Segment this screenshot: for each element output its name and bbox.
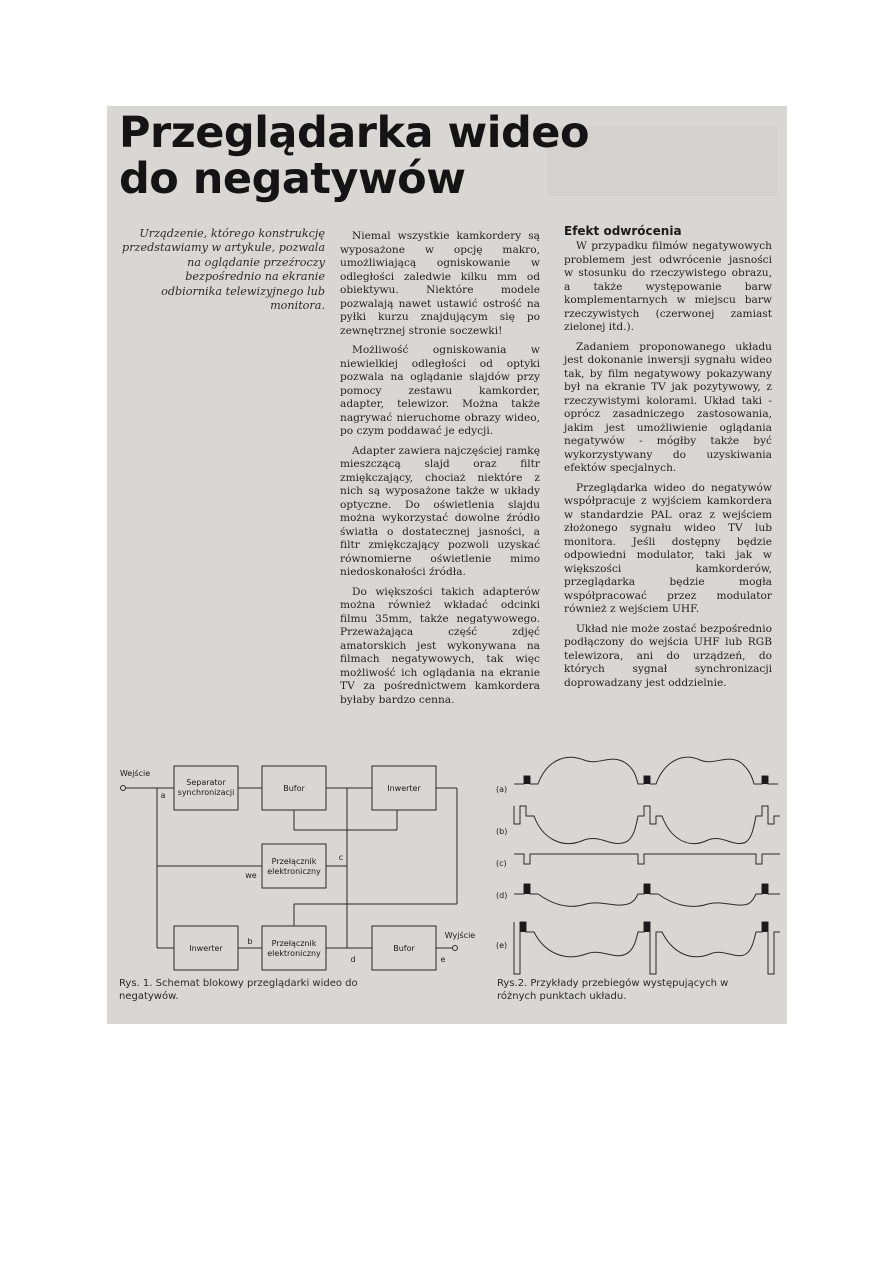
node-c-label: c: [338, 853, 344, 862]
sync-pulse-d3: [762, 884, 768, 894]
node-d-label: d: [350, 955, 356, 964]
switch2-block: [262, 926, 326, 970]
switch1-block: [262, 844, 326, 888]
switch1-label-2: elektroniczny: [267, 867, 321, 876]
sync-pulse-e2: [644, 922, 650, 932]
input-label: Wejście: [119, 769, 151, 778]
input-terminal: [121, 786, 126, 791]
sync-pulse-e1: [520, 922, 526, 932]
figure1-caption: Rys. 1. Schemat blokowy przeglądarki wideo do negatywów.: [119, 978, 358, 1002]
waveform-label-d: (d): [496, 891, 508, 900]
article-title: [119, 110, 589, 202]
output-label: Wyjście: [444, 931, 476, 940]
paragraph: Niemal wszystkie kamkordery są wyposażone w opcję makro, umożliwiającą ogniskowanie w odległości zaledwie kilku mm od obiektywu. Niektóre modele pozwalają nawet ustawić ostrość na pyłki kurzu znajdującym się po zewnętrznej stronie soczewki!: [340, 230, 540, 337]
bufor-bottom-label: Bufor: [393, 944, 415, 953]
inwerter-bottom-label: Inwerter: [189, 944, 223, 953]
waveform-label-e: (e): [496, 941, 508, 950]
figure2-caption: Rys.2. Przykłady przebiegów występujących w różnych punktach układu.: [497, 978, 729, 1002]
text-column-right: [564, 240, 772, 696]
switch2-label-2: elektroniczny: [267, 949, 321, 958]
paragraph: Przeglądarka wideo do negatywów współpracuje z wyjściem kamkordera w standardzie PAL oraz z wejściem złożonego sygnału wideo TV lub monitora. Jeśli dostępny będzie odpowiedni modulator, taki jak w większości kamkorderów, przeglądarka będzie mogła współpracować przez modulator również z wejściem UHF.: [564, 481, 772, 615]
scanned-page: [107, 106, 787, 1024]
paragraph: Adapter zawiera najczęściej ramkę mieszczącą slajd oraz filtr zmiękczający, chociaż niektóre z nich są wyposażone także w układy optyczne. Do oświetlenia slajdu można wykorzystać dowolne źródło światła o dostatecznej jasności, a filtr zmiękczający pozwoli uzyskać równomierne oświetlenie mimo niedoskonałości źródła.: [340, 444, 540, 578]
paragraph: Do większości takich adapterów można również wkładać odcinki filmu 35mm, także negatywowego. Przeważająca część zdjęć amatorskich jest wykonywana na filmach negatywowych, tak więc możliwość ich oglądania na ekranie TV za pośrednictwem kamkordera byłaby bardzo cenna.: [340, 585, 540, 706]
article-lead: Urządzenie, którego konstrukcję przedstawiamy w artykule, pozwala na oglądanie przeźroczy bezpośrednio na ekranie odbiornika telewizyjnego lub monitora.: [122, 227, 325, 313]
waveform-c: [514, 854, 780, 864]
waveform-b: [514, 806, 780, 844]
waveform-label-b: (b): [496, 827, 508, 836]
paragraph: W przypadku filmów negatywowych problemem jest odwrócenie jasności w stosunku do rzeczywistego obrazu, a także występowanie barw komplementarnych w miejscu barw rzeczywistych (czerwonej zamiast zielonej itd.).: [564, 240, 772, 333]
separator-label-2: synchronizacji: [177, 788, 235, 797]
waveform-label-a: (a): [496, 785, 508, 794]
separator-label-1: Separator: [186, 778, 226, 787]
text-column-middle: [340, 230, 540, 713]
node-a-label: a: [160, 791, 166, 800]
node-e-label: e: [440, 955, 446, 964]
inwerter-top-label: Inwerter: [387, 784, 421, 793]
title-line-1: Przeglądarka wideo: [119, 108, 589, 158]
section-heading: Efekt odwrócenia: [564, 224, 682, 238]
paragraph: Układ nie może zostać bezpośrednio podłączony do wejścia UHF lub RGB telewizora, ani do urządzeń, do których sygnał synchronizacji doprowadzany jest oddzielnie.: [564, 622, 772, 689]
sync-pulse-e3: [762, 922, 768, 932]
sync-pulse-d1: [524, 884, 530, 894]
sync-pulse-a3: [762, 776, 768, 784]
sync-pulse-a2: [644, 776, 650, 784]
waveform-label-c: (c): [496, 859, 507, 868]
output-terminal: [453, 946, 458, 951]
switch2-label-1: Przełącznik: [271, 939, 317, 948]
sync-pulse-a1: [524, 776, 530, 784]
switch1-label-1: Przełącznik: [271, 857, 317, 866]
block-diagram-figure: [117, 754, 476, 984]
paragraph: Możliwość ogniskowania w niewielkiej odległości od optyki pozwala na oglądanie slajdów przy pomocy zestawu kamkorder, adapter, telewizor. Można także nagrywać nieruchome obrazy wideo, po czym poddawać je edycji.: [340, 344, 540, 437]
sync-pulse-d2: [644, 884, 650, 894]
node-we-label: we: [245, 871, 257, 880]
title-line-2: do negatywów: [119, 154, 466, 204]
waveform-figure: [494, 754, 784, 984]
node-b-label: b: [247, 937, 253, 946]
bufor-top-label: Bufor: [283, 784, 305, 793]
paragraph: Zadaniem proponowanego układu jest dokonanie inwersji sygnału wideo tak, by film negatywowy pokazywany był na ekranie TV jak pozytywowy, z rzeczywistymi kolorami. Układ taki - oprócz zasadniczego zastosowania, jakim jest umożliwienie oglądania negatywów - mógłby także być wykorzystywany do uzyskiwania efektów specjalnych.: [564, 340, 772, 474]
